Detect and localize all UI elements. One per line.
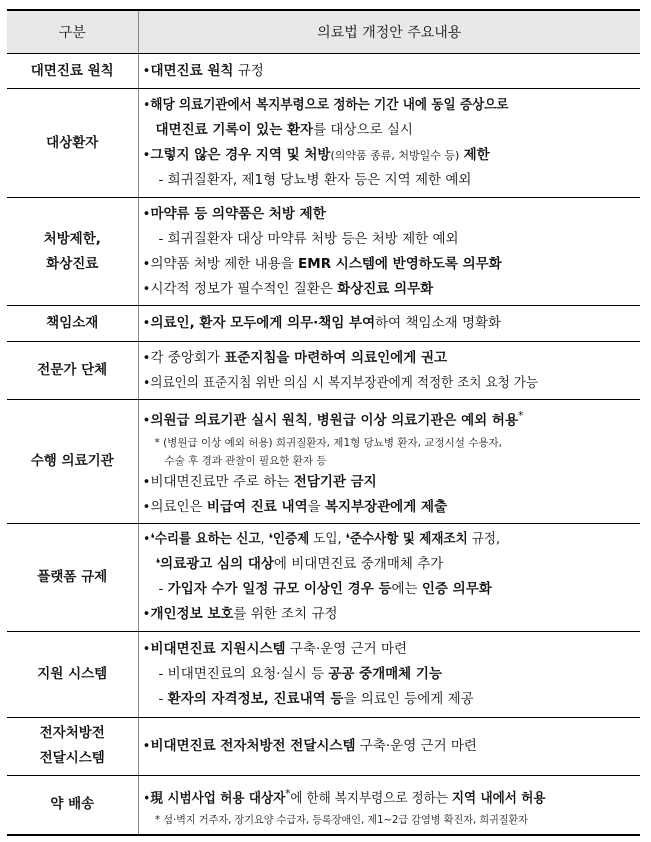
row-content <box>138 306 640 342</box>
content-line: •의료인의 표준지침 위반 의심 시 복지부장관에게 적정한 조치 요청 가능 <box>142 374 538 391</box>
content-line: •해당 의료기관에서 복지부령으로 정하는 기간 내에 동일 증상으로 <box>142 97 508 113</box>
row-category: 약 배송 <box>7 775 138 835</box>
content-line: •비대면진료 지원시스템 구축·운영 근거 마련 <box>142 640 408 657</box>
content-line: ❛의료광고 심의 대상에 비대면진료 중개매체 추가 <box>155 556 444 572</box>
row-content <box>138 775 640 835</box>
row-content <box>138 198 640 306</box>
table-row <box>7 89 640 198</box>
content-line: - 가입자 수가 일정 규모 이상인 경우 등에는 인증 의무화 <box>158 581 492 597</box>
row-category: 전자처방전 전달시스템 <box>7 717 138 775</box>
row-content <box>138 400 640 524</box>
content-line: •시각적 정보가 필수적인 질환은 화상진료 의무화 <box>142 280 434 297</box>
row-category: 대면진료 원칙 <box>7 54 138 89</box>
row-category: 전문가 단체 <box>7 342 138 400</box>
footnote: * (병원급 이상 예외 허용) 희귀질환자, 제1형 당뇨병 환자, 교정시설 수용자, <box>154 436 503 449</box>
row-content <box>138 523 640 631</box>
table-row <box>7 400 640 524</box>
row-category: 대상환자 <box>7 89 138 198</box>
row-category: 처방제한, 화상진료 <box>7 198 138 306</box>
table-row <box>7 631 640 717</box>
content-line: •비대면진료 전자처방전 전달시스템 구축·운영 근거 마련 <box>142 737 477 754</box>
content-line: •비대면진료만 주로 하는 전담기관 금지 <box>142 473 377 490</box>
row-category: 플랫폼 규제 <box>7 523 138 631</box>
table-row <box>7 775 640 835</box>
footnote: * 섬·벽지 거주자, 장기요양 수급자, 등록장애인, 제1~2급 감염병 확진자, 희귀질환자 <box>154 814 528 826</box>
row-category: 지원 시스템 <box>7 631 138 717</box>
table-row <box>7 717 640 775</box>
content-line: - 희귀질환자, 제1형 당뇨병 환자 등은 지역 제한 예외 <box>158 172 472 188</box>
table-row <box>7 198 640 306</box>
content-line: •의약품 처방 제한 내용을 EMR 시스템에 반영하도록 의무화 <box>142 255 502 272</box>
header-category: 구분 <box>7 10 138 54</box>
content-line: •각 중앙회가 표준지침을 마련하여 의료인에게 권고 <box>142 349 448 366</box>
content-line: •現 시범사업 허용 대상자*에 한해 복지부령으로 정하는 지역 내에서 허용 <box>142 786 546 806</box>
row-category: 수행 의료기관 <box>7 400 138 524</box>
footnote: 수술 후 경과 관찰이 필요한 환자 등 <box>164 454 327 467</box>
content-line: •의료인, 환자 모두에게 의무·책임 부여하여 책임소재 명확화 <box>142 315 502 331</box>
content-line: - 비대면진료의 요청·실시 등 공공 중개매체 기능 <box>158 665 443 682</box>
table-header-row <box>7 10 640 54</box>
content-line: 대면진료 기록이 있는 환자를 대상으로 실시 <box>155 122 413 138</box>
row-content <box>138 89 640 198</box>
row-content <box>138 717 640 775</box>
content-line: •의원급 의료기관 실시 원칙, 병원급 이상 의료기관은 예외 허용* <box>142 409 524 429</box>
content-line: •마약류 등 의약품은 처방 제한 <box>142 205 326 222</box>
row-content <box>138 54 640 89</box>
amendment-table <box>7 9 640 836</box>
table-row <box>7 342 640 400</box>
content-line: •의료인은 비급여 진료 내역을 복지부장관에게 제출 <box>142 498 448 515</box>
row-content <box>138 342 640 400</box>
table-row <box>7 306 640 342</box>
content-line: •그렇지 않은 경우 지역 및 처방(의약품 종류, 처방일수 등) 제한 <box>142 147 490 163</box>
header-content: 의료법 개정안 주요내용 <box>138 10 640 54</box>
row-category: 책임소재 <box>7 306 138 342</box>
table-row <box>7 54 640 89</box>
content-line: •❛수리를 요하는 신고, ❛인증제 도입, ❛준수사항 및 제재조치 규정, <box>142 531 500 547</box>
content-line: •개인정보 보호를 위한 조치 규정 <box>142 606 338 622</box>
table-row <box>7 523 640 631</box>
row-content <box>138 631 640 717</box>
content-line: •대면진료 원칙 규정 <box>142 62 264 79</box>
content-line: - 환자의 자격정보, 진료내역 등을 의료인 등에게 제공 <box>158 690 474 707</box>
content-line: - 희귀질환자 대상 마약류 처방 등은 처방 제한 예외 <box>158 230 459 247</box>
